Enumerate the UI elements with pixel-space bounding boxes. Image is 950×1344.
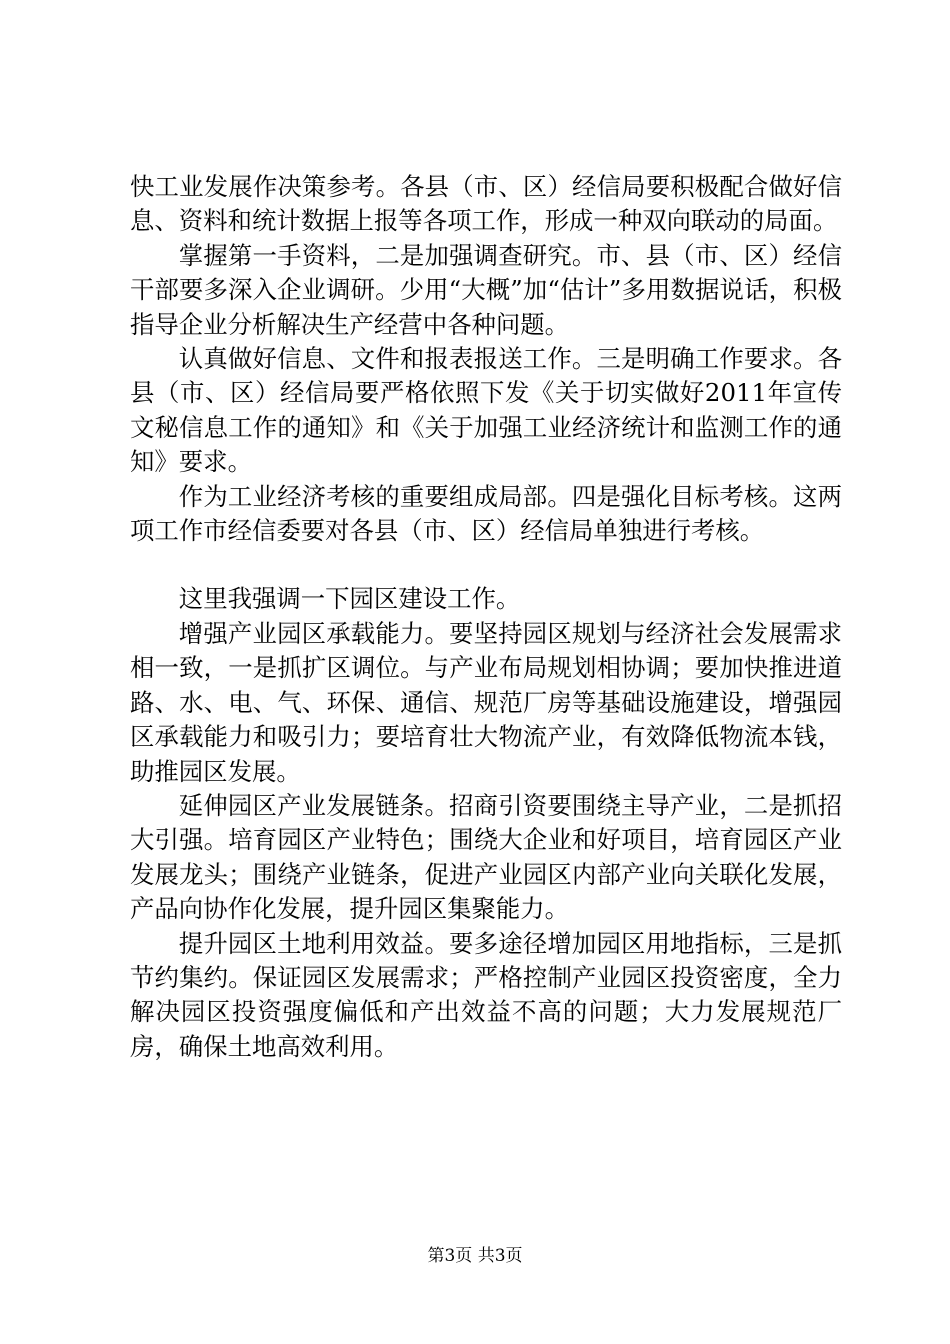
paragraph-continuation: 快工业发展作决策参考。各县（市、区）经信局要积极配合做好信息、资料和统计数据上报等各项工作，形成一种双向联动的局面。 <box>130 172 842 236</box>
page-number-footer: 第3页 共3页 <box>427 1246 523 1266</box>
paragraph: 增强产业园区承载能力。要坚持园区规划与经济社会发展需求相一致，一是抓扩区调位。与产业布局规划相协调；要加快推进道路、水、电、气、环保、通信、规范厂房等基础设施建设，增强园区承载能力和吸引力；要培育壮大物流产业，有效降低物流本钱，助推园区发展。 <box>130 618 842 786</box>
paragraph: 提升园区土地利用效益。要多途径增加园区用地指标，三是抓节约集约。保证园区发展需求；严格控制产业园区投资密度，全力解决园区投资强度偏低和产出效益不高的问题；大力发展规范厂房，确保土地高效利用。 <box>130 928 842 1061</box>
paragraph-gap <box>130 548 842 582</box>
document-body <box>130 170 842 1064</box>
paragraph: 作为工业经济考核的重要组成局部。四是强化目标考核。这两项工作市经信委要对各县（市、区）经信局单独进行考核。 <box>130 481 842 546</box>
paragraph: 掌握第一手资料，二是加强调查研究。市、县（市、区）经信干部要多深入企业调研。少用“大概”加“估计”多用数据说话，积极指导企业分析解决生产经营中各种问题。 <box>130 240 842 339</box>
paragraph: 延伸园区产业发展链条。招商引资要围绕主导产业，二是抓招大引强。培育园区产业特色；围绕大企业和好项目，培育园区产业发展龙头；围绕产业链条，促进产业园区内部产业向关联化发展，产品向协作化发展，提升园区集聚能力。 <box>130 790 842 924</box>
paragraph: 认真做好信息、文件和报表报送工作。三是明确工作要求。各县（市、区）经信局要严格依照下发《关于切实做好2011年宣传文秘信息工作的通知》和《关于加强工业经济统计和监测工作的通知》要求。 <box>130 344 842 477</box>
paragraph: 这里我强调一下园区建设工作。 <box>178 584 521 614</box>
